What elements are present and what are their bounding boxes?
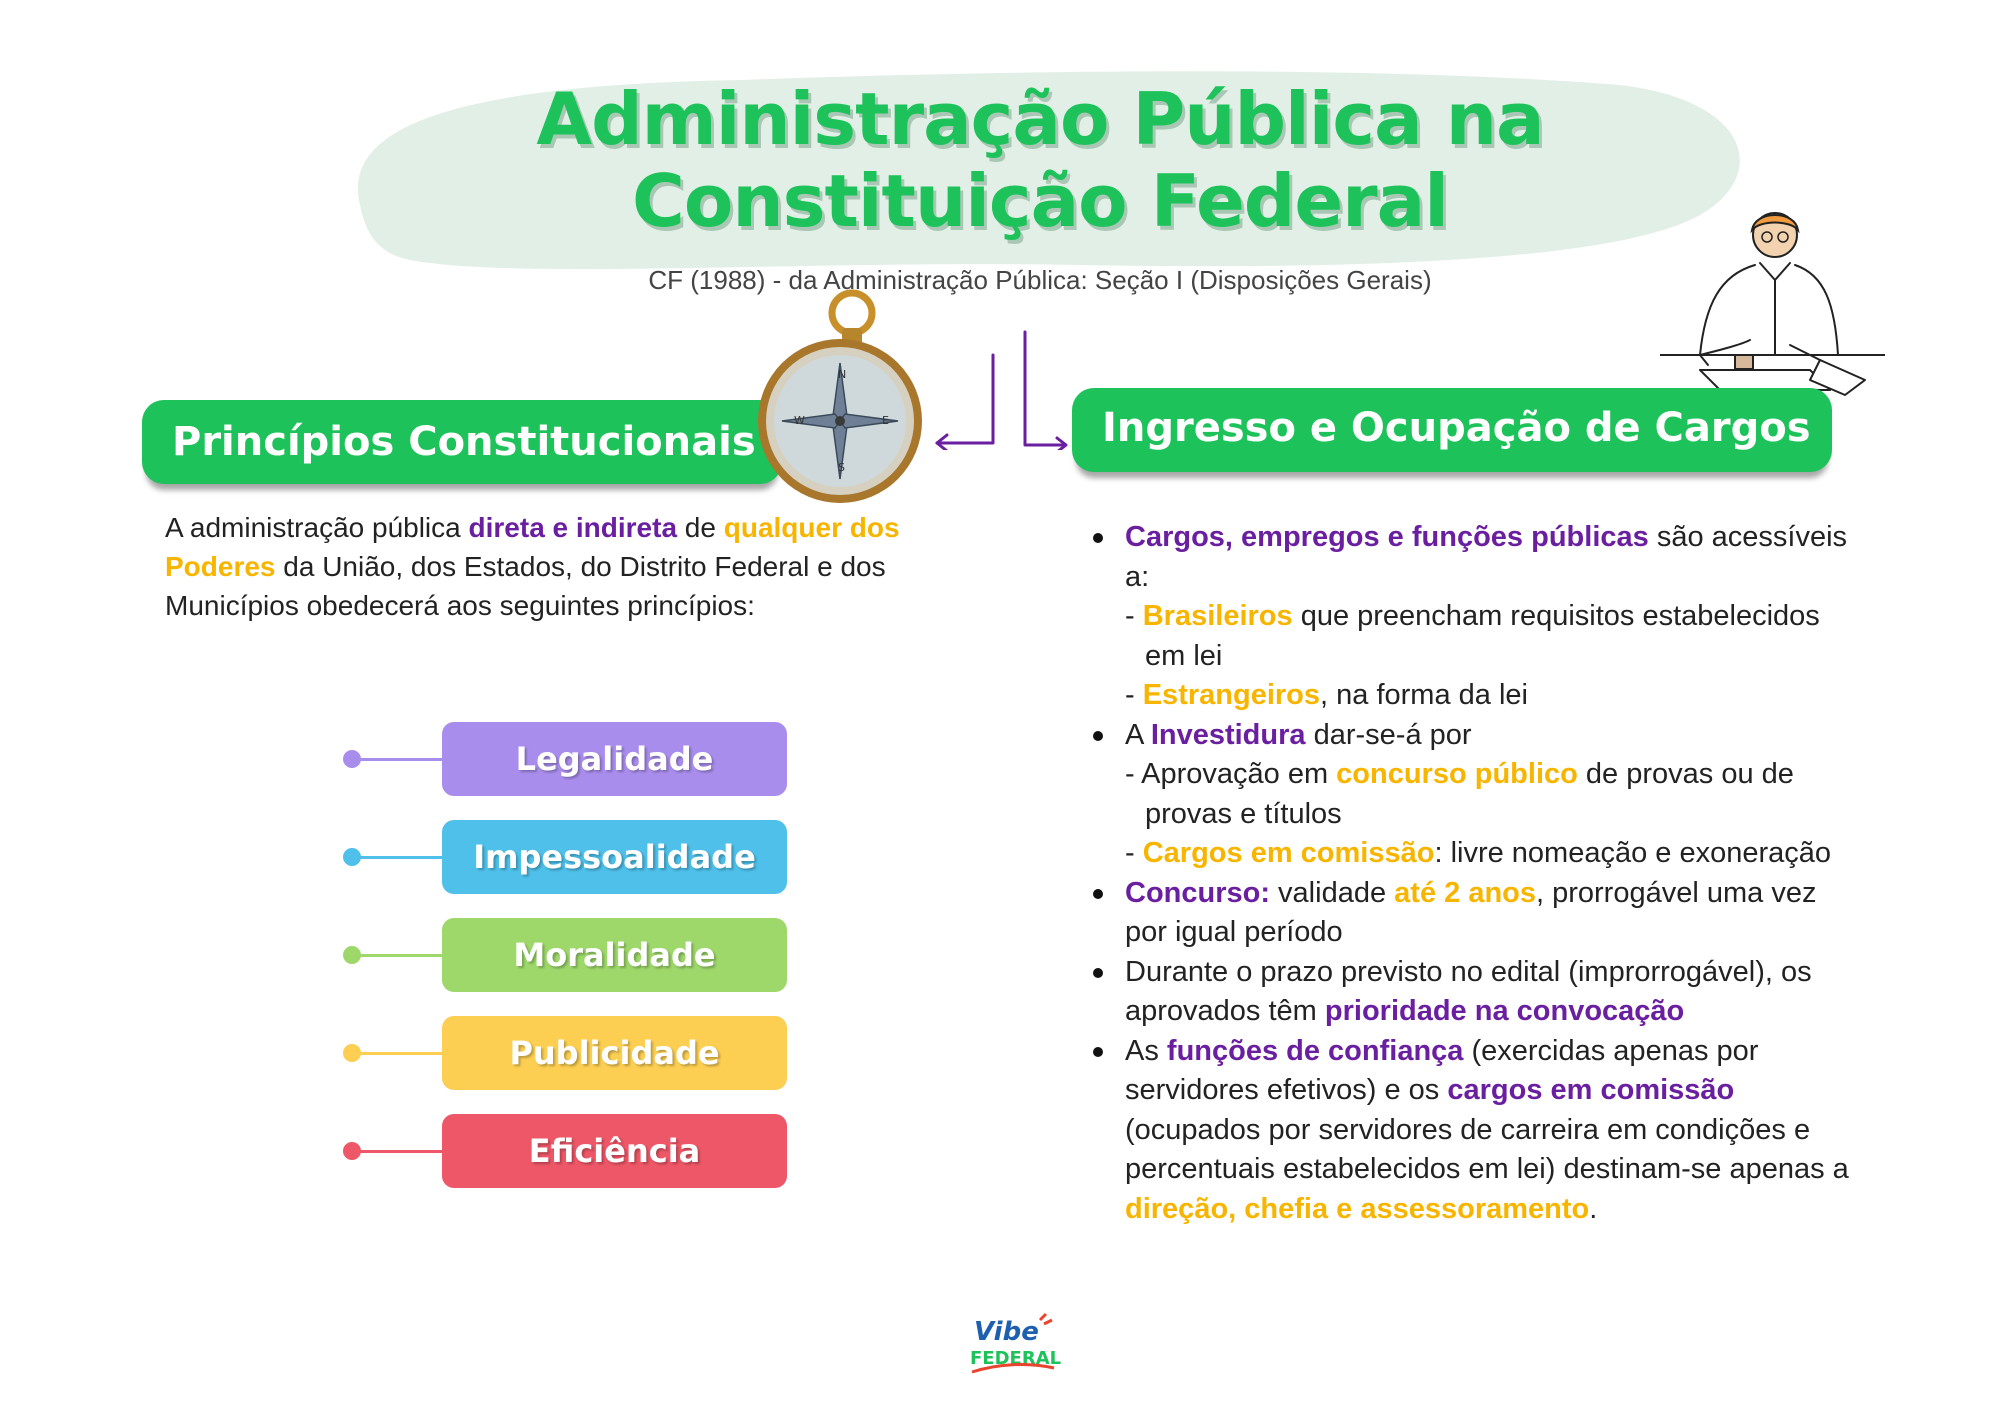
highlight-term: direção, chefia e assessoramento bbox=[1125, 1192, 1590, 1225]
principles-heading: Princípios Constitucionais bbox=[142, 400, 782, 484]
list-item bbox=[1085, 1032, 1865, 1230]
principles-timeline bbox=[320, 660, 340, 1240]
text-run: de provas ou de provas e títulos bbox=[1145, 758, 1794, 830]
text-run: . bbox=[1589, 1192, 1598, 1225]
principle-connector bbox=[352, 1052, 444, 1055]
principle-dot bbox=[343, 1044, 361, 1062]
highlight-term: até 2 anos bbox=[1394, 876, 1536, 909]
principle-moralidade: Moralidade bbox=[442, 918, 787, 992]
highlight-term: Cargos, empregos e funções públicas bbox=[1125, 521, 1649, 553]
principle-dot bbox=[343, 750, 361, 768]
text-run: validade bbox=[1270, 876, 1395, 909]
svg-text:Vibe: Vibe bbox=[974, 1317, 1039, 1347]
text-run: (ocupados por servidores de carreira em condições e percentuais estabelecidos em lei) destinam-se apenas a bbox=[1125, 1113, 1849, 1185]
principle-impessoalidade: Impessoalidade bbox=[442, 820, 787, 894]
list-item bbox=[1085, 874, 1865, 953]
list-subitem bbox=[1085, 755, 1865, 834]
principle-publicidade: Publicidade bbox=[442, 1016, 787, 1090]
text-run: são acessíveis a: bbox=[1125, 521, 1848, 593]
principle-eficiência: Eficiência bbox=[442, 1114, 787, 1188]
highlight-term: Cargos em comissão bbox=[1142, 837, 1435, 869]
text-run: dar-se-á por bbox=[1305, 718, 1472, 751]
text-run: A administração pública bbox=[165, 512, 469, 543]
list-subitem bbox=[1085, 597, 1865, 676]
highlight-term: Estrangeiros bbox=[1142, 679, 1321, 711]
principle-dot bbox=[343, 946, 361, 964]
svg-text:E: E bbox=[882, 414, 889, 427]
text-run: - bbox=[1125, 679, 1143, 711]
page-title bbox=[300, 78, 1780, 242]
text-run: As bbox=[1125, 1034, 1167, 1067]
svg-text:FEDERAL: FEDERAL bbox=[970, 1348, 1062, 1369]
text-run: Durante o prazo previsto no edital (improrrogável), os aprovados têm bbox=[1125, 955, 1812, 1027]
list-subitem bbox=[1085, 834, 1865, 874]
svg-text:S: S bbox=[838, 461, 845, 474]
text-run: : livre nomeação e exoneração bbox=[1434, 837, 1832, 869]
text-run: - bbox=[1125, 600, 1143, 632]
cargos-list bbox=[1085, 518, 1865, 1229]
principle-dot bbox=[343, 848, 361, 866]
text-run: de bbox=[677, 512, 724, 543]
list-item bbox=[1085, 518, 1865, 597]
title-line-2: Constituição Federal bbox=[632, 159, 1448, 243]
text-run: - bbox=[1125, 837, 1143, 869]
principle-dot bbox=[343, 1142, 361, 1160]
text-run: , prorrogável uma vez por igual período bbox=[1125, 876, 1817, 948]
highlight-term: cargos em comissão bbox=[1447, 1074, 1735, 1106]
highlight-term: Concurso: bbox=[1125, 876, 1270, 909]
list-subitem bbox=[1085, 676, 1865, 716]
principles-intro bbox=[165, 508, 995, 625]
highlight-term: funções de confiança bbox=[1166, 1034, 1464, 1067]
principle-connector bbox=[352, 1150, 444, 1153]
principle-legalidade: Legalidade bbox=[442, 722, 787, 796]
svg-text:W: W bbox=[794, 414, 805, 427]
highlight-term: Brasileiros bbox=[1142, 600, 1293, 632]
title-line-1: Administração Pública na bbox=[536, 77, 1544, 161]
text-run: que preencham requisitos estabelecidos em lei bbox=[1145, 600, 1820, 672]
text-run: (exercidas apenas por servidores efetivos) e os bbox=[1125, 1034, 1759, 1106]
highlight-term: concurso público bbox=[1336, 758, 1578, 790]
svg-text:N: N bbox=[838, 368, 847, 381]
highlight-term: direta e indireta bbox=[468, 512, 678, 543]
page-subtitle: CF (1988) - da Administração Pública: Seção I (Disposições Gerais) bbox=[648, 265, 1432, 295]
text-run: da União, dos Estados, do Distrito Federal e dos Municípios obedecerá aos seguintes princípios: bbox=[165, 551, 886, 621]
highlight-term: Investidura bbox=[1150, 718, 1306, 751]
principle-connector bbox=[352, 856, 444, 859]
principle-connector bbox=[352, 954, 444, 957]
highlight-term: prioridade na convocação bbox=[1324, 995, 1685, 1027]
person-signing-illustration bbox=[1660, 205, 1885, 405]
branch-arrows bbox=[920, 320, 1080, 450]
text-run: , na forma da lei bbox=[1320, 679, 1528, 711]
list-item bbox=[1085, 716, 1865, 756]
compass-icon bbox=[752, 288, 924, 506]
highlight-term: qualquer dos Poderes bbox=[165, 512, 900, 582]
text-run: A bbox=[1125, 718, 1151, 751]
text-run: - Aprovação em bbox=[1125, 758, 1337, 790]
list-item bbox=[1085, 953, 1865, 1032]
principle-connector bbox=[352, 758, 444, 761]
vibe-federal-logo bbox=[962, 1312, 1062, 1382]
cargos-heading: Ingresso e Ocupação de Cargos bbox=[1072, 388, 1832, 472]
